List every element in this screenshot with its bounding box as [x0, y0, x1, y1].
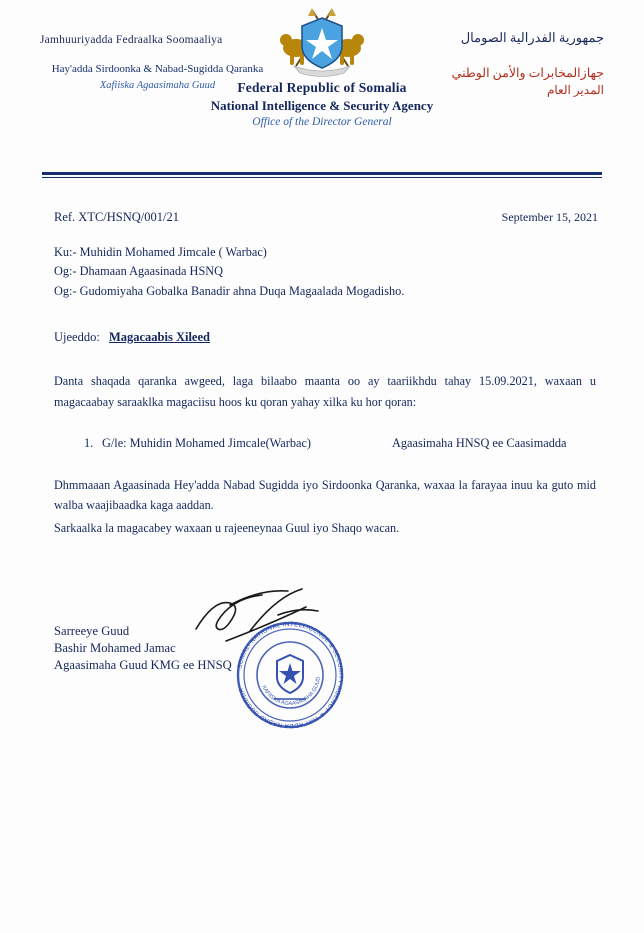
addressee-cc-1: Og:- Dhamaan Agaasinada HSNQ: [54, 264, 224, 279]
reference-row: [40, 208, 604, 227]
header-republic-somali: Jamhuuriyadda Fedraalka Soomaaliya: [40, 34, 223, 46]
signer-rank: Sarreeye Guud: [54, 624, 130, 639]
appointment-role: Agaasimaha HNSQ ee Caasimadda: [392, 436, 567, 451]
header-agency-arabic: جهازالمخابرات والأمن الوطني: [451, 66, 604, 80]
subject-line: [40, 328, 604, 347]
header-agency-somali: Hay'adda Sirdoonka & Nabad-Sugidda Qaranka: [51, 63, 264, 75]
addressee-primary: Ku:- Muhidin Mohamed Jimcale ( Warbac): [54, 244, 267, 259]
header-republic-english: Federal Republic of Somalia: [237, 80, 407, 95]
reference-number: Ref. XTC/HSNQ/001/21: [54, 210, 179, 224]
svg-text:XAFIISKA AGAASIMAHA GUUD: XAFIISKA AGAASIMAHA GUUD: [260, 676, 322, 708]
header-agency-english: National Intelligence & Security Agency: [210, 98, 434, 113]
official-round-stamp-icon: [230, 615, 350, 735]
subject-label: Ujeeddo:: [54, 330, 100, 345]
paragraph-intro: Danta shaqada qaranka awgeed, laga bilaabo maanta oo ay taariikhdu tahay 15.09.2021, waxaan u magacaabay saraaklka magaciisu hoos ku qoran yahay xilka ku hor qoran:: [54, 373, 596, 409]
header-office-arabic: المدير العام: [546, 82, 604, 97]
divider-thick: [42, 172, 602, 175]
appointment-row: [40, 434, 604, 452]
addressee-list: [40, 243, 604, 300]
letter-body: [40, 208, 604, 753]
signer-name: Bashir Mohamed Jamac: [54, 641, 176, 656]
subject-value: Magacaabis Xileed: [108, 330, 210, 345]
document-header: [40, 0, 604, 166]
header-center-english: [162, 80, 482, 128]
header-office-somali: Xafiiska Agaasimaha Guud: [99, 79, 216, 91]
letter-date: September 15, 2021: [501, 210, 598, 224]
addressee-cc-2: Og:- Gudomiyaha Gobalka Banadir ahna Duqa Magaalada Mogadisho.: [54, 283, 405, 298]
header-republic-arabic: جمهورية الفدرالية الصومال: [460, 30, 604, 45]
header-divider: [40, 172, 604, 178]
signer-title: Agaasimaha Guud KMG ee HNSQ: [54, 658, 232, 673]
svg-text:SOMALI NATIONAL INTELLIGENCE &: SOMALI NATIONAL INTELLIGENCE & SECURITY AGENCY ✯ HAY'ADDA NABAD SUGIDDA: [236, 621, 345, 730]
header-office-english: Office of the Director General: [252, 116, 392, 128]
paragraph-closing: Sarkaalka la magacabey waxaan u rajeeneynaa Guul iyo Shaqo wacan.: [54, 520, 400, 535]
appointment-name: G/le: Muhidin Mohamed Jimcale(Warbac): [102, 436, 312, 451]
appointment-number: 1.: [84, 436, 94, 451]
paragraph-instruction: Dhmmaaan Agaasinada Hey'adda Nabad Sugidda iyo Sirdoonka Qaranka, waxaa la farayaa inuu ka guto mid walba waajibaadka kaga aaddan.: [54, 477, 596, 512]
somalia-national-emblem-icon: [272, 4, 372, 78]
divider-thin: [42, 177, 602, 178]
signature-block: [40, 623, 604, 753]
